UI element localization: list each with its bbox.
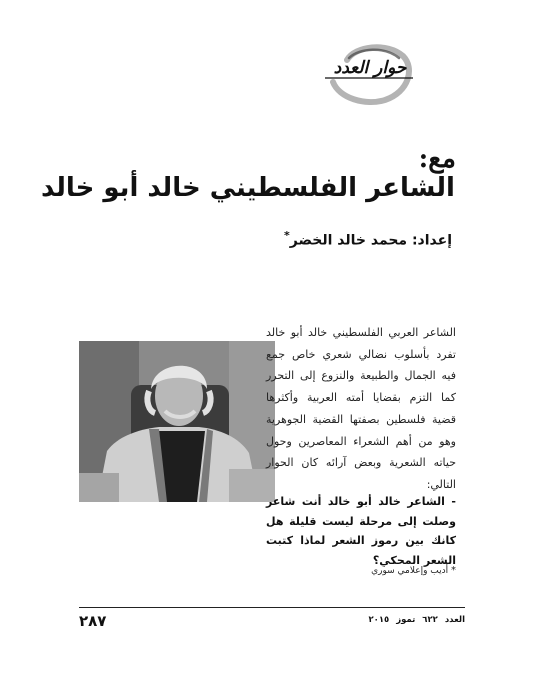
article-title: الشاعر الفلسطيني خالد أبو خالد — [41, 173, 455, 203]
title-prefix: مع: — [418, 144, 456, 174]
byline-text: إعداد: محمد خالد الخضر — [289, 232, 452, 249]
byline — [284, 229, 452, 249]
section-label: حوار العدد — [333, 58, 407, 78]
page-number: ٢٨٧ — [79, 612, 107, 630]
portrait-photo — [79, 341, 275, 502]
byline-footnote-mark: * — [284, 229, 290, 242]
article-intro: الشاعر العربي الفلسطيني خالد أبو خالد تفرد بأسلوب نضالي شعري خاص جمع فيه الجمال والطبيعة والنزوع إلى التحرر كما التزم بقضايا أمته العربية وأكثرها قضية فلسطين بصفتها القضية الجوهرية وهو من أهم الشعراء المعاصرين وحول حياته الشعرية وبعض آرائه كان الحوار التالي: — [266, 326, 456, 491]
footnote-mark: * — [451, 565, 456, 576]
interview-question: - الشاعر خالد أبو خالد أنت شاعر وصلت إلى مرحلة ليست قليلة هل كانك بين رموز الشعر لماذا كتبت الشعر المحكي؟ — [266, 495, 456, 568]
footnote-text: أديب وإعلامي سوري — [371, 566, 449, 576]
footer-rule — [79, 607, 465, 608]
issue-info: العدد ٦٢٢ تموز ٢٠١٥ — [368, 615, 465, 625]
footnote — [371, 565, 456, 576]
portrait-image — [79, 341, 275, 502]
section-header-logo — [325, 38, 415, 108]
